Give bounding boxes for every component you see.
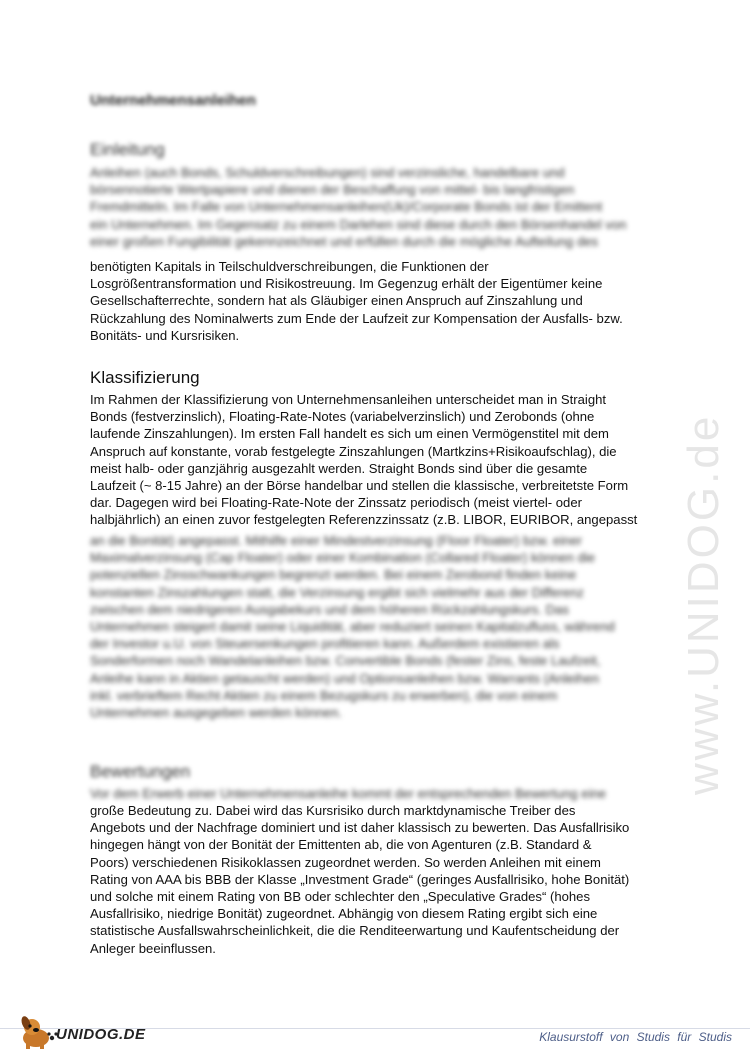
text-line: konstanten Zinszahlungen statt, die Verzinsung ergibt sich vielmehr aus der Differenz <box>90 584 584 600</box>
text-line: hingegen hängt von der Bonität der Emittenten ab, die von Agenturen (z.B. Standard & <box>90 837 592 853</box>
text-line: und solche mit einem Rating von BB oder schlechter den „Speculative Grades“ (hohes <box>90 889 591 905</box>
text-line: Unternehmen ausgegeben werden können. <box>90 705 342 721</box>
classification-paragraph <box>90 391 665 529</box>
classification-blurred-paragraph <box>90 532 665 721</box>
watermark <box>678 250 738 810</box>
text-line: laufende Zinszahlungen). Im ersten Fall handelt es sich um einen Vermögenstitel mit dem <box>90 426 609 442</box>
text-line: Gesellschafterrechte, sondern hat als Gläubiger einen Anspruch auf Zinszahlung und <box>90 293 583 309</box>
text-line: halbjährlich) an einen zuvor festgelegten Referenzzinssatz (z.B. LIBOR, EURIBOR, angepasst <box>90 512 638 528</box>
text-line: zwischen dem niedrigeren Ausgabekurs und dem höheren Rückzahlungskurs. Das <box>90 601 569 617</box>
text-line: Fremdmitteln. Im Falle von Unternehmensanleihen(Uk)/Corporate Bonds ist der Emittent <box>90 199 603 215</box>
text-line: inkl. verbrieftem Recht Aktien zu einem Bezugskurs zu erwerben), die von einem <box>90 687 558 703</box>
text-line: an die Bonität) angepasst. Mithilfe einer Mindestverzinsung (Floor Floater) bzw. einer <box>90 533 582 548</box>
text-line: ein Unternehmen. Im Gegensatz zu einem Darlehen sind diese durch den Börsenhandel von <box>90 216 627 232</box>
text-line: Maximalverzinsung (Cap Floater) oder einer Kombination (Collared Floater) können die <box>90 550 596 566</box>
section-heading-intro: Einleitung <box>90 140 165 159</box>
text-line: Laufzeit (~ 8-15 Jahre) an der Börse handelbar und stellen die klassische, verbreitetste Form <box>90 478 629 494</box>
text-line: Rückzahlung des Nominalwerts zum Ende der Laufzeit zur Kompensation der Ausfalls- bzw. <box>90 310 623 326</box>
text-line: Unternehmen steigert damit seine Liquidität, aber reduziert seinen Kapitalzufluss, während <box>90 619 615 635</box>
section-heading-valuation: Bewertungen <box>90 762 191 781</box>
text-line: Sonderformen noch Wandelanleihen bzw. Convertible Bonds (fester Zins, feste Laufzeit, <box>90 653 601 669</box>
footer-tagline: Klausurstoff von Studis für Studis <box>539 1030 732 1044</box>
text-line: benötigten Kapitals in Teilschuldverschreibungen, die Funktionen der <box>90 259 489 274</box>
text-line: Anleihe kann in Aktien getauscht werden) und Optionsanleihen bzw. Warrants (Anleihen <box>90 670 600 686</box>
logo-text: UNIDOG.DE <box>56 1026 146 1043</box>
intro-paragraph <box>90 258 665 344</box>
text-line: Ausfallrisiko, niedrige Bonität) zugeordnet. Abhängig von diesem Rating ergibt sich eine <box>90 906 598 922</box>
text-line: potenziellen Zinsschwankungen begrenzt werden. Bei einem Zerobond finden keine <box>90 567 577 583</box>
text-line: Poors) verschiedenen Risikoklassen zugeordnet werden. So werden Anleihen mit einem <box>90 854 601 870</box>
text-line: Anspruch auf konstante, vorab festgelegte Zinszahlungen (Martkzins+Risikoaufschlag), die <box>90 443 617 459</box>
text-line: Im Rahmen der Klassifizierung von Unternehmensanleihen unterscheidet man in Straight <box>90 392 607 407</box>
text-line: Anleihen (auch Bonds, Schuldverschreibungen) sind verzinsliche, handelbare und <box>90 165 565 180</box>
text-line: Losgrößentransformation und Risikostreuung. Im Gegenzug erhält der Eigentümer keine <box>90 276 603 292</box>
watermark-text: www.UNIDOG.de <box>679 413 728 795</box>
text-line: meist halb- oder ganzjährig ausgezahlt werden. Straight Bonds sind über die gesamte <box>90 460 588 476</box>
text-line: Anleger beeinflussen. <box>90 940 216 956</box>
valuation-paragraph <box>90 802 665 957</box>
text-line: Bonitäts- und Kursrisiken. <box>90 327 240 343</box>
text-line: einer großen Fungibilität gekennzeichnet und erfüllen durch die mögliche Aufteilung des <box>90 233 599 249</box>
document-title: Unternehmensanleihen <box>90 92 256 109</box>
intro-blurred-paragraph <box>90 164 665 250</box>
text-line: dar. Dagegen wird bei Floating-Rate-Note der Zinssatz periodisch (meist viertel- oder <box>90 495 582 511</box>
text-line: große Bedeutung zu. Dabei wird das Kursrisiko durch marktdynamische Treiber des <box>90 803 576 818</box>
text-line: Angebots und der Nachfrage dominiert und ist daher klassisch zu bewerten. Das Ausfallrisiko <box>90 820 630 836</box>
text-line: börsennotierte Wertpapiere und dienen der Beschaffung von mittel- bis langfristigen <box>90 182 575 198</box>
text-line: Bonds (festverzinslich), Floating-Rate-Notes (variabelverzinslich) und Zerobonds (ohne <box>90 409 595 425</box>
valuation-blurred-paragraph <box>90 785 665 802</box>
text-line: der Investor u.U. von Steuersenkungen profitieren kann. Außerdem existieren als <box>90 636 560 652</box>
text-line: Vor dem Erwerb einer Unternehmensanleihe kommt der entsprechenden Bewertung eine <box>90 786 607 801</box>
section-heading-classification: Klassifizierung <box>90 368 200 387</box>
text-line: Rating von AAA bis BBB der Klasse „Investment Grade“ (geringes Ausfallrisiko, hohe Bonität) <box>90 871 630 887</box>
text-line: statistische Ausfallswahrscheinlichkeit, die die Renditeerwartung und Kaufentscheidung der <box>90 923 620 939</box>
